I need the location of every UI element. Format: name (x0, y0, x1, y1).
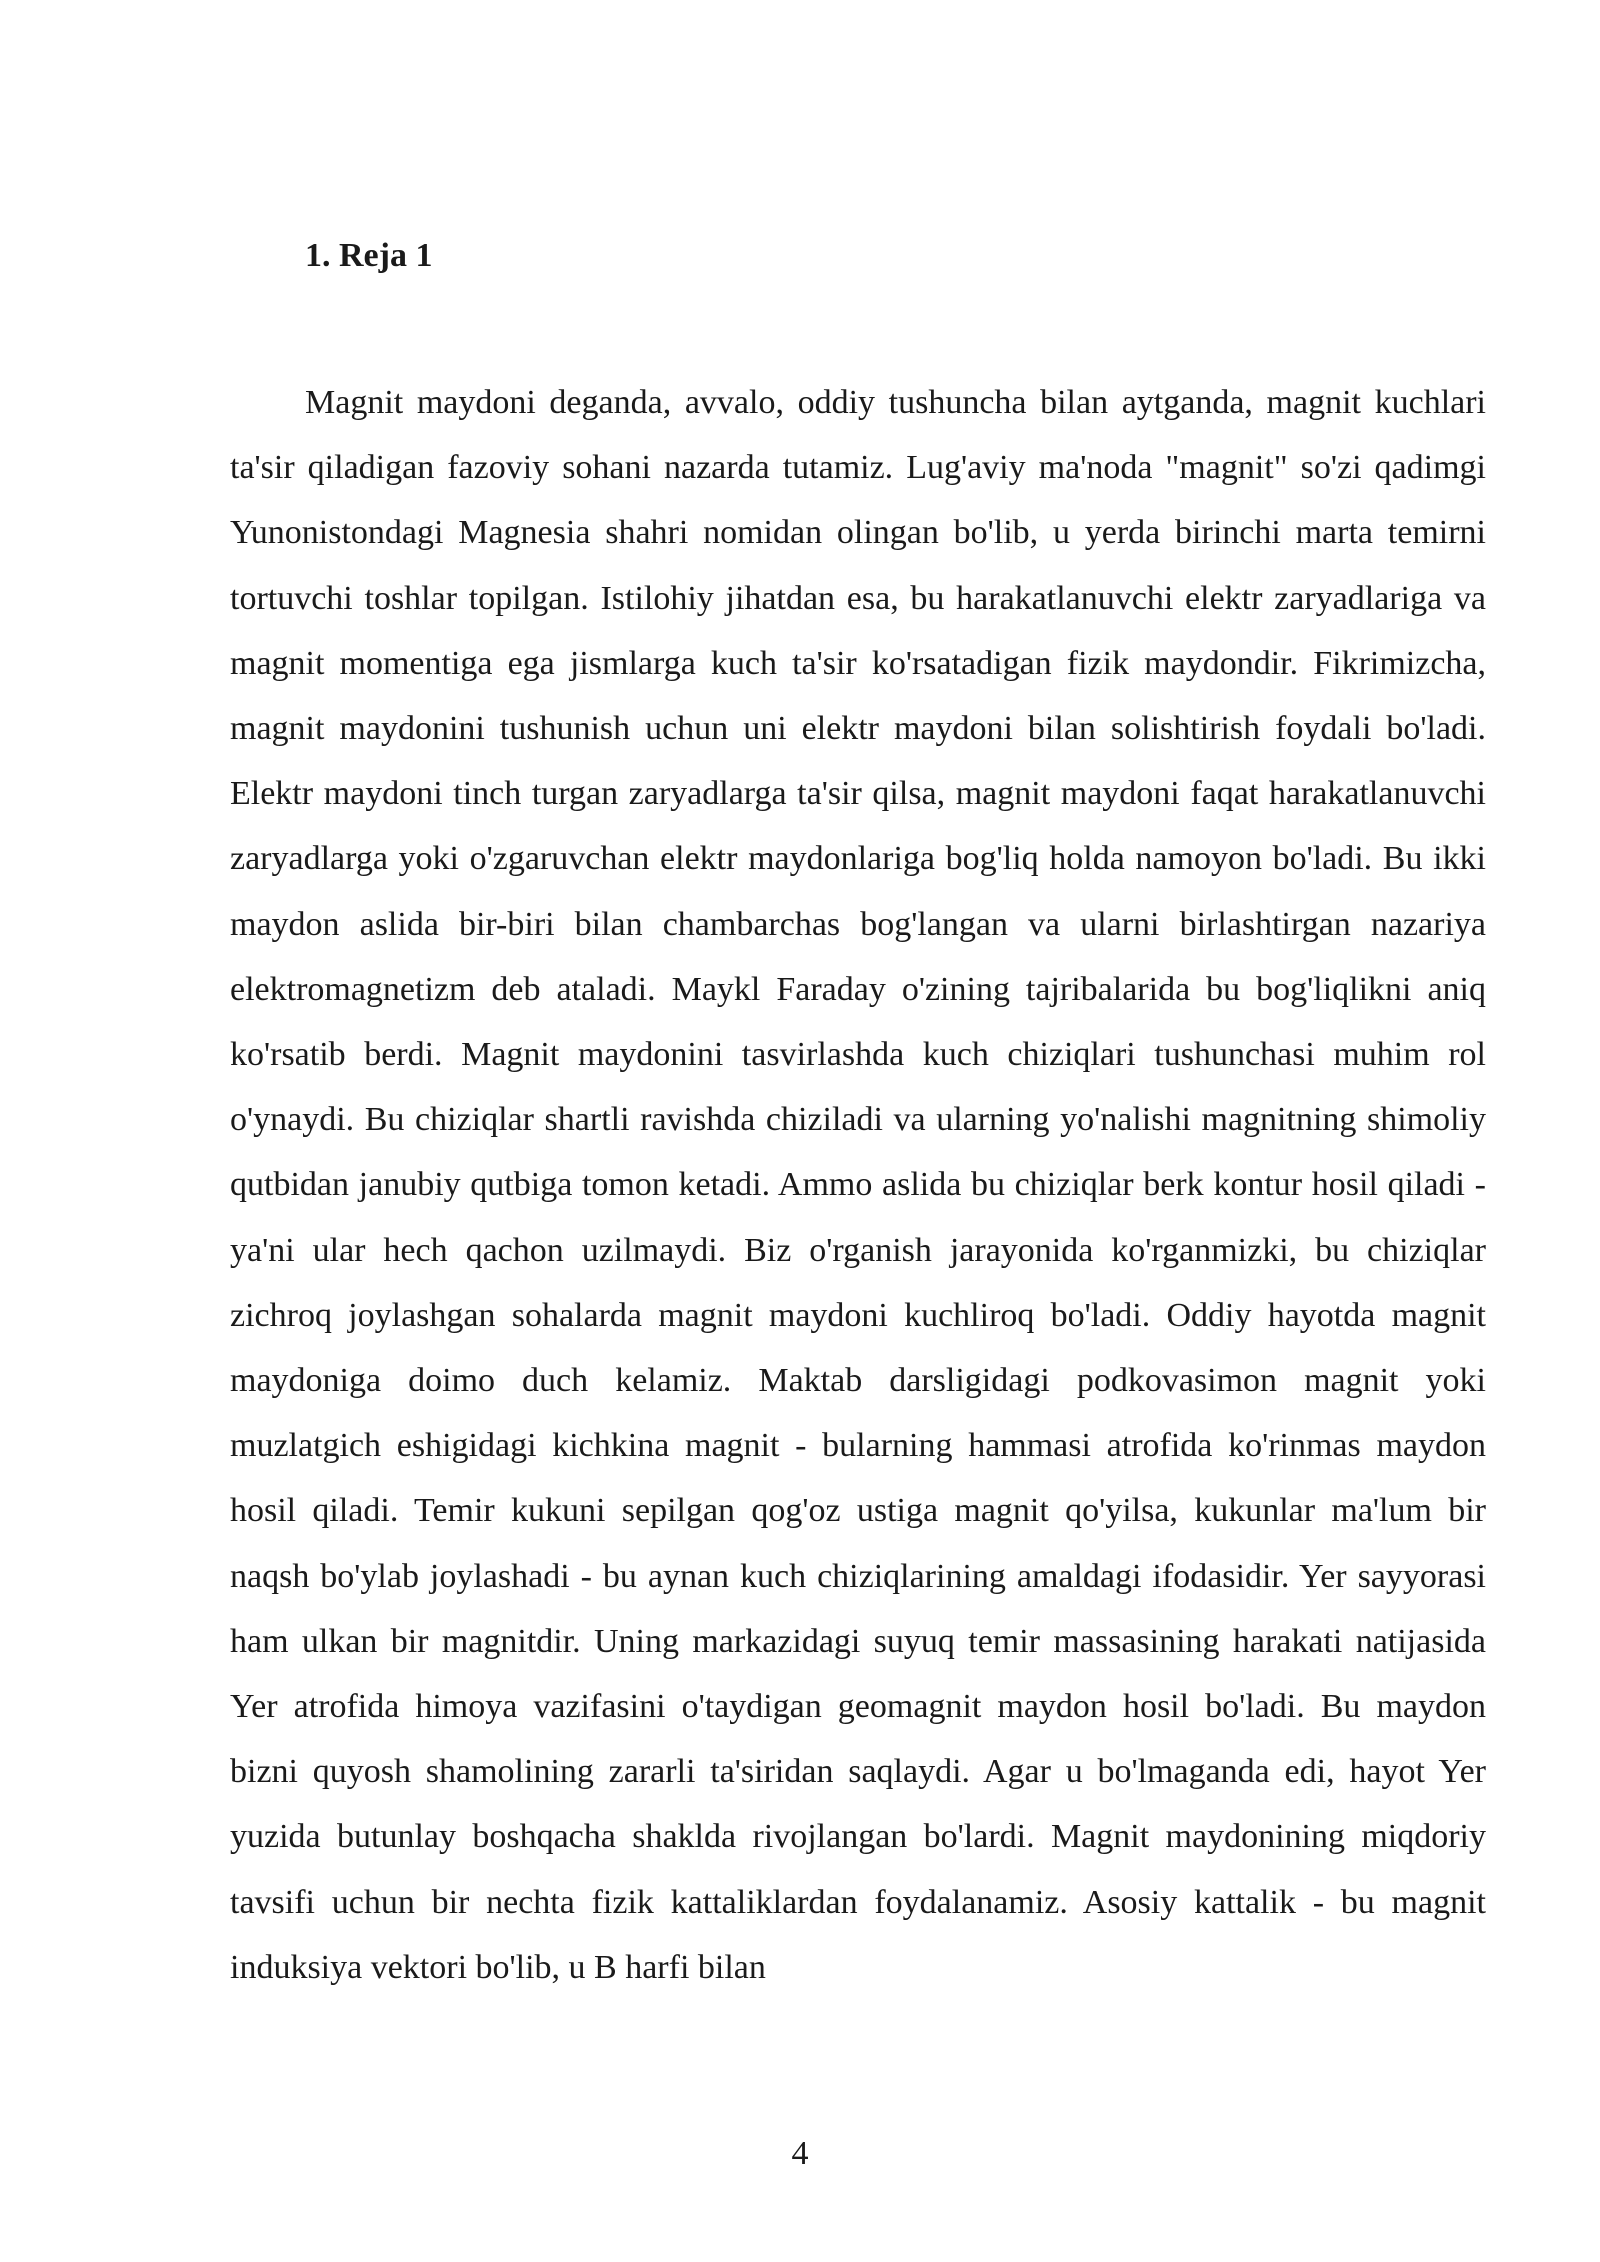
body-paragraph: Magnit maydoni deganda, avvalo, oddiy tushuncha bilan aytganda, magnit kuchlari ta'sir qiladigan fazoviy sohani nazarda tutamiz. Lug'aviy ma'noda "magnit" so'zi qadimgi Yunonistondagi Magnesia shahri nomidan olingan bo'lib, u yerda birinchi marta temirni tortuvchi toshlar topilgan. Istilohiy jihatdan esa, bu harakatlanuvchi elektr zaryadlariga va magnit momentiga ega jismlarga kuch ta'sir ko'rsatadigan fizik maydondir. Fikrimizcha, magnit maydonini tushunish uchun uni elektr maydoni bilan solishtirish foydali bo'ladi. Elektr maydoni tinch turgan zaryadlarga ta'sir qilsa, magnit maydoni faqat harakatlanuvchi zaryadlarga yoki o'zgaruvchan elektr maydonlariga bog'liq holda namoyon bo'ladi. Bu ikki maydon aslida bir-biri bilan chambarchas bog'langan va ularni birlashtirgan nazariya elektromagnetizm deb ataladi. Maykl Faraday o'zining tajribalarida bu bog'liqlikni aniq ko'rsatib berdi. Magnit maydonini tasvirlashda kuch chiziqlari tushunchasi muhim rol o'ynaydi. Bu chiziqlar shartli ravishda chiziladi va ularning yo'nalishi magnitning shimoliy qutbidan janubiy qutbiga tomon ketadi. Ammo aslida bu chiziqlar berk kontur hosil qiladi - ya'ni ular hech qachon uzilmaydi. Biz o'rganish jarayonida ko'rganmizki, bu chiziqlar zichroq joylashgan sohalarda magnit maydoni kuchliroq bo'ladi. Oddiy hayotda magnit maydoniga doimo duch kelamiz. Maktab darsligidagi podkovasimon magnit yoki muzlatgich eshigidagi kichkina magnit - bularning hammasi atrofida ko'rinmas maydon hosil qiladi. Temir kukuni sepilgan qog'oz ustiga magnit qo'yilsa, kukunlar ma'lum bir naqsh bo'ylab joylashadi - bu aynan kuch chiziqlarining amaldagi ifodasidir. Yer sayyorasi ham ulkan bir magnitdir. Uning markazidagi suyuq temir massasining harakati natijasida Yer atrofida himoya vazifasini o'taydigan geomagnit maydon hosil bo'ladi. Bu maydon bizni quyosh shamolining zararli ta'siridan saqlaydi. Agar u bo'lmaganda edi, hayot Yer yuzida butunlay boshqacha shakldа rivojlangan bo'lardi. Magnit maydonining miqdoriy tavsifi uchun bir nechta fizik kattaliklardan foydalanamiz. Asosiy kattalik - bu magnit induksiya vektori bo'lib, u B harfi bilan (230, 384, 1486, 1986)
section-heading: 1. Reja 1 (305, 237, 433, 274)
page-number: 4 (791, 2135, 809, 2172)
